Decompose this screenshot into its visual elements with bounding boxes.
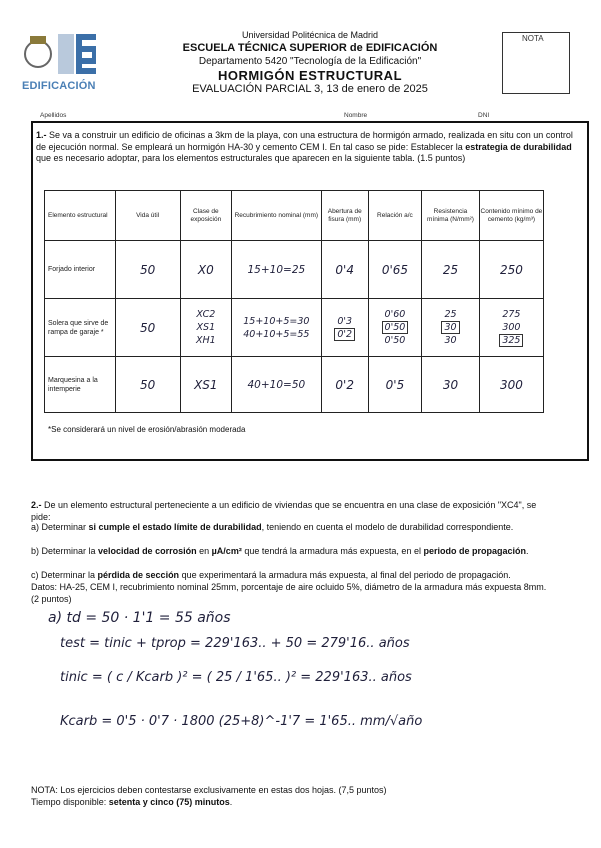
part-b-mid: en	[199, 546, 210, 556]
cell-clase: XS1	[180, 357, 231, 413]
table-header: Resistencia mínima (N/mm²)	[422, 191, 480, 241]
table-header: Elemento estructural	[45, 191, 116, 241]
cell-vida: 50	[115, 299, 180, 357]
school-logo-icon	[22, 28, 108, 84]
cell-resist: 30	[422, 357, 480, 413]
question-1-text-bold: estrategia de durabilidad	[465, 141, 572, 152]
cell-fisura	[321, 299, 368, 357]
footer-time-value: setenta y cinco (75) minutos	[108, 797, 230, 807]
cell-recub: 15+10=25	[231, 241, 321, 299]
cell-line: XC2	[196, 309, 216, 320]
part-c-pre: c) Determinar la	[31, 570, 96, 580]
part-b-pre: b) Determinar la	[31, 546, 96, 556]
handwritten-answer-line: tinic = ( c / Kcarb )² = ( 25 / 1'65.. )² = 229'163.. años	[60, 670, 412, 685]
question-1-number: 1.-	[36, 130, 47, 140]
boxed-value: 0'50	[382, 321, 409, 334]
question-1-text-a: Se va a construir un edificio de oficinas a 3km de la playa, con una estructura de hormigón armado, realizada en situ con un control de ejecución normal. Se empleará un hormigón HA-30 y cemento CEM I. En tal caso se pide: Establecer la	[36, 130, 573, 152]
subject-title: HORMIGÓN ESTRUCTURAL	[217, 68, 403, 83]
cell-line: 30	[444, 335, 457, 346]
department-name: Departamento 5420 "Tecnología de la Edificación"	[198, 56, 422, 67]
question-2-part-c	[31, 570, 551, 582]
question-2-number: 2.-	[31, 500, 42, 510]
cell-resist	[422, 299, 480, 357]
cell-ac: 0'65	[368, 241, 421, 299]
part-c-bold: pérdida de sección	[97, 570, 180, 580]
cell-recub: 40+10=50	[231, 357, 321, 413]
handwritten-answer-line: Kcarb = 0'5 · 0'7 · 1800 (25+8)^-1'7 = 1'65.. mm/√año	[60, 714, 423, 729]
cell-ac	[368, 299, 421, 357]
part-b-unit: µA/cm²	[211, 546, 242, 556]
part-b-bold-2: periodo de propagación	[423, 546, 526, 556]
table-row	[45, 299, 544, 357]
footer-time-label: Tiempo disponible:	[31, 797, 107, 807]
cell-line: 0'60	[384, 309, 406, 320]
cell-line: 0'50	[384, 335, 406, 346]
cell-cemento	[479, 299, 543, 357]
university-name: Universidad Politécnica de Madrid	[241, 30, 379, 40]
table-header: Recubrimiento nominal (mm)	[231, 191, 321, 241]
cell-fisura: 0'4	[321, 241, 368, 299]
table-header: Relación a/c	[368, 191, 421, 241]
cell-line: 0'3	[337, 315, 353, 327]
question-2-intro	[31, 500, 551, 523]
handwritten-answer-line: a) td = 50 · 1'1 = 55 años	[48, 610, 231, 626]
cell-clase: X0	[180, 241, 231, 299]
question-2-intro-text: De un elemento estructural perteneciente a un edificio de viviendas que se encuentra en una clase de exposición "XC4", se pide:	[31, 500, 537, 522]
cell-recub	[231, 299, 321, 357]
table-header: Vida útil	[115, 191, 180, 241]
logo-text: EDIFICACIÓN	[22, 80, 96, 92]
school-name: ESCUELA TÉCNICA SUPERIOR de EDIFICACIÓN	[182, 42, 438, 54]
cell-cemento: 300	[479, 357, 543, 413]
part-a-pre: a) Determinar	[31, 522, 87, 532]
nombre-label: Nombre	[344, 112, 368, 119]
cell-cemento: 250	[479, 241, 543, 299]
cell-line: 300	[502, 322, 521, 333]
durability-table	[44, 190, 544, 413]
cell-vida: 50	[115, 357, 180, 413]
footer-time: Tiempo disponible: setenta y cinco (75) minutos.	[31, 797, 233, 807]
question-2-part-a	[31, 522, 551, 534]
boxed-value: 0'2	[334, 328, 355, 341]
table-row	[45, 241, 544, 299]
row-label: Marquesina a la intemperie	[45, 357, 116, 413]
row-label: Solera que sirve de rampa de garaje *	[45, 299, 116, 357]
cell-clase	[180, 299, 231, 357]
boxed-value: 30	[441, 321, 459, 334]
table-footnote: *Se considerará un nivel de erosión/abrasión moderada	[48, 425, 246, 434]
question-1-statement	[36, 130, 576, 165]
cell-line	[369, 321, 421, 334]
cell-line: 275	[502, 309, 521, 320]
cell-line	[322, 328, 368, 341]
cell-line: 25	[444, 309, 457, 320]
part-b-bold: velocidad de corrosión	[98, 546, 197, 556]
cell-ac: 0'5	[368, 357, 421, 413]
footer-note: NOTA: Los ejercicios deben contestarse exclusivamente en estas dos hojas. (7,5 puntos)	[31, 785, 387, 795]
cell-line: 15+10+5=30	[243, 315, 310, 327]
table-header: Clase de exposición	[180, 191, 231, 241]
cell-line: XH1	[195, 335, 216, 346]
part-b-post: que tendrá la armadura más expuesta, en el	[244, 546, 421, 556]
grade-label: NOTA	[522, 34, 544, 43]
boxed-value: 325	[499, 334, 523, 347]
table-header: Abertura de fisura (mm)	[321, 191, 368, 241]
part-a-post: , teniendo en cuenta el modelo de durabilidad correspondiente.	[261, 522, 514, 532]
question-1-text-b: que es necesario adoptar, para los elementos estructurales que aparecen en la siguiente tabla. (1.5 puntos)	[36, 153, 466, 163]
question-2-part-b: b) Determinar la velocidad de corrosión en µA/cm² que tendrá la armadura más expuesta, en el periodo de propagación.	[31, 546, 529, 556]
cell-line	[422, 321, 479, 334]
cell-line: 40+10+5=55	[243, 328, 310, 340]
handwritten-answer-line: test = tinic + tprop = 229'163.. + 50 = 279'16.. años	[60, 636, 410, 651]
apellidos-label: Apellidos	[40, 112, 67, 119]
part-c-post: que experimentará la armadura más expuesta, al final del periodo de propagación.	[181, 570, 511, 580]
table-header-row	[45, 191, 544, 241]
table-row	[45, 357, 544, 413]
cell-vida: 50	[115, 241, 180, 299]
row-label: Forjado interior	[45, 241, 116, 299]
question-2-datos: Datos: HA-25, CEM I, recubrimiento nominal 25mm, porcentaje de aire ocluido 5%, diámetro de la armadura más expuesta 8mm. (2 puntos)	[31, 582, 547, 604]
cell-fisura: 0'2	[321, 357, 368, 413]
cell-resist: 25	[422, 241, 480, 299]
part-a-bold: si cumple el estado límite de durabilidad	[88, 522, 262, 532]
cell-line: XS1	[196, 322, 216, 333]
exam-title: EVALUACIÓN PARCIAL 3, 13 de enero de 2025	[192, 83, 428, 95]
cell-line	[480, 334, 543, 347]
table-header: Contenido mínimo de cemento (kg/m³)	[479, 191, 543, 241]
dni-label: DNI	[478, 112, 490, 119]
